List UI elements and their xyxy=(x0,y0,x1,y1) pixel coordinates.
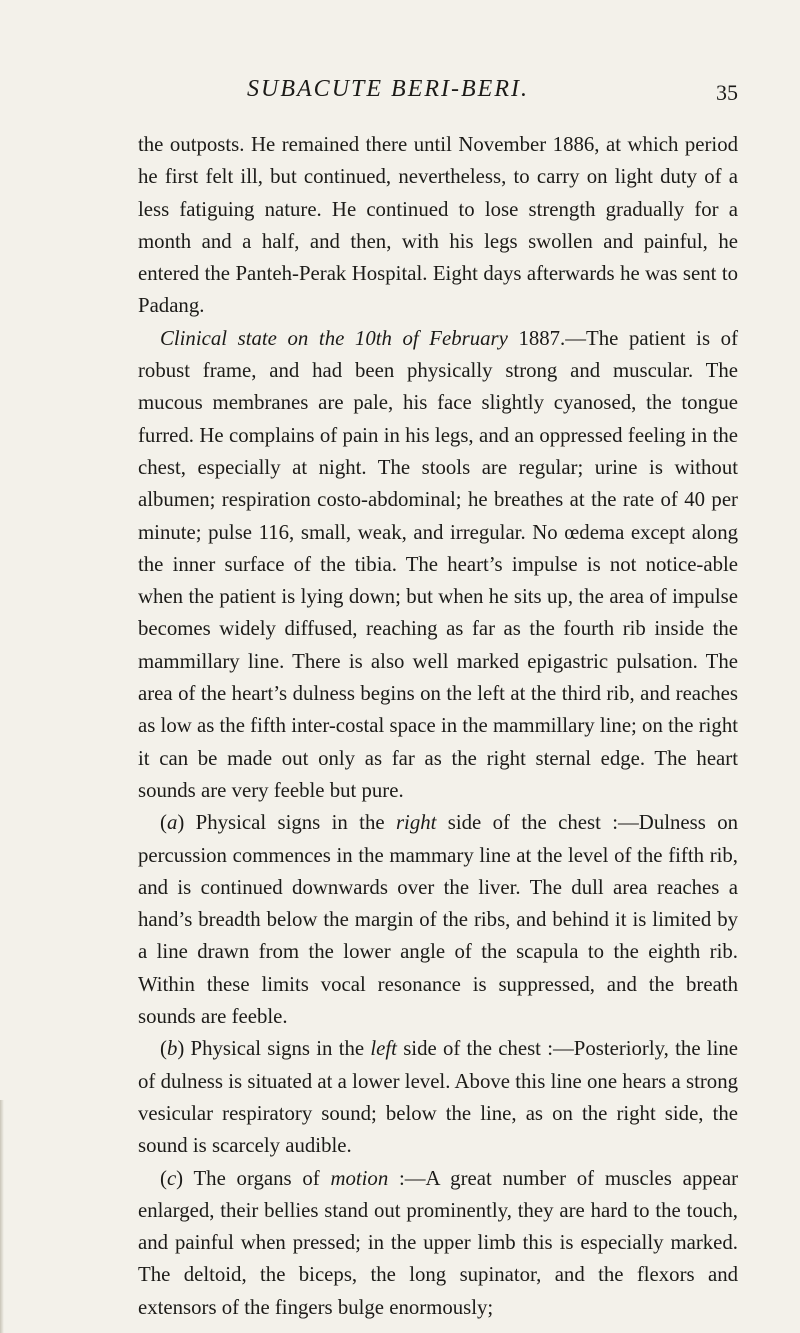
paragraph-1: the outposts. He remained there until November 1886, at which period he first felt ill, but continued, nevertheless, to carry on light duty of a less fatiguing nature. He continued to lose strength gradually for a month and a half, and then, with his legs swollen and painful, he entered the Panteh-Perak Hospital. Eight days afterwards he was sent to Padang. xyxy=(138,133,738,318)
clinical-state-text: 1887.—The patient is of robust frame, and had been physically strong and muscular. The mucous membranes are pale, his face slightly cyanosed, the tongue furred. He complains of pain in his legs, and an oppressed feeling in the chest, especially at night. The stools are regular; urine is without albumen; respiration costo-abdominal; he breathes at the rate of 40 per minute; pulse 116, small, weak, and irregular. No œdema except along the inner surface of the tibia. The heart’s impulse is not notice-able when the patient is lying down; but when he sits up, the area of impulse becomes widely diffused, reaching as far as the fourth rib inside the mammillary line. There is also well marked epigastric pulsation. The area of the heart’s dulness begins on the left at the third rib, and reaches as low as the fifth inter-costal space in the mammillary line; on the right it can be made out only as far as the right sternal edge. The heart sounds are very feeble but pure. xyxy=(138,326,738,802)
paren-open-a: ( xyxy=(160,811,167,835)
motion-text: :—A great number of muscles appear enlarged, their bellies stand out prominently, they are hard to the touch, and painful when pressed; in the upper limb this is especially marked. The deltoid, the biceps, the long supinator, and the flexors and extensors of the fingers bulge enormously; xyxy=(138,1166,738,1319)
page-edge-shadow xyxy=(0,1100,4,1333)
paragraph-right-chest xyxy=(138,807,738,1033)
item-letter-c: c xyxy=(166,1166,177,1190)
paren-open-c: ( xyxy=(160,1166,167,1190)
right-chest-lead: ) Physical signs in the xyxy=(177,811,396,835)
running-title: SUBACUTE BERI-BERI. xyxy=(247,76,529,102)
left-chest-lead: ) Physical signs in the xyxy=(177,1037,371,1061)
left-emphasis: left xyxy=(370,1037,397,1061)
running-head xyxy=(138,76,738,116)
motion-lead: ) The organs of xyxy=(176,1166,331,1190)
page-number: 35 xyxy=(716,80,738,105)
right-emphasis: right xyxy=(395,811,437,835)
motion-emphasis: motion xyxy=(330,1166,389,1190)
item-letter-a: a xyxy=(166,811,178,835)
paragraph-left-chest xyxy=(138,1033,738,1162)
right-chest-text: side of the chest :—Dulness on percussion commences in the mammary line at the level of the fifth rib, and is continued downwards over the liver. The dull area reaches a hand’s breadth below the margin of the ribs, and behind it is limited by a line drawn from the lower angle of the scapula to the eighth rib. Within these limits vocal resonance is suppressed, and the breath sounds are feeble. xyxy=(138,811,738,1029)
item-letter-b: b xyxy=(166,1037,178,1061)
paragraph-motion xyxy=(138,1163,738,1324)
paragraph-clinical-state xyxy=(138,323,738,807)
paren-open-b: ( xyxy=(160,1037,167,1061)
body-text xyxy=(138,129,738,1324)
left-chest-text: side of the chest :—Posteriorly, the line of dulness is situated at a lower level. Above this line one hears a strong vesicular respiratory sound; below the line, as on the right side, the sound is scarcely audible. xyxy=(138,1037,738,1158)
clinical-state-heading: Clinical state on the 10th of February xyxy=(160,326,508,350)
